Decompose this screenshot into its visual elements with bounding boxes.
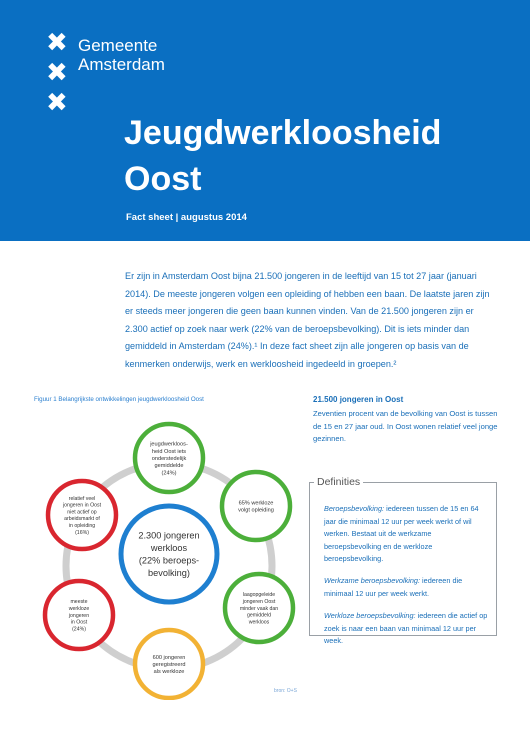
bubble-label: in opleiding <box>68 523 96 529</box>
bubble-label: (24%) <box>161 470 177 477</box>
page-title <box>124 110 441 202</box>
definition-text: iedereen die actief op zoek is naar een baan van minimaal 12 uur per week. <box>324 611 488 646</box>
center-label: bevolking) <box>148 567 190 578</box>
logo-cross-icon: ✖ <box>46 58 68 88</box>
center-label: 2.300 jongeren <box>138 530 200 541</box>
bubble-label: laagopgeleide <box>242 592 276 599</box>
bubble-label: (16%) <box>75 529 89 536</box>
bubble-label: minder vaak dan <box>239 605 279 612</box>
page-subtitle: Fact sheet | augustus 2014 <box>126 212 247 223</box>
bubble-label: jongeren <box>68 612 90 619</box>
organization-name <box>78 36 165 74</box>
definition-term: Werkloze beroepsbevolking: <box>324 611 416 620</box>
definition-item <box>324 610 489 648</box>
bubble-label: jongeren Oost <box>242 599 276 605</box>
bubble-label: heid Oost iets <box>151 448 187 455</box>
definition-term: Beroepsbevolking: <box>324 504 385 513</box>
bubble-label: onderstedelijk <box>151 456 187 462</box>
intro-paragraph: Er zijn in Amsterdam Oost bijna 21.500 jongeren in de leeftijd van 15 tot 27 jaar (januari 2014). De meeste jongeren volgen een opleiding of hebben een baan. De laatste jaren zijn er steeds meer jongeren die geen baan kunnen vinden. Van de 21.500 jongeren zijn er 2.300 actief op zoek naar werk (22% van de beroepsbevolking). Dit is iets minder dan gemiddeld in Amsterdam (24%).¹ In deze fact sheet zijn alle jongeren op basis van de kenmerken onderwijs, werk en werkloosheid ingedeeld in groepen.² <box>125 271 490 369</box>
figure-caption: Figuur 1 Belangrijkste ontwikkelingen jeugdwerkloosheid Oost <box>34 396 204 403</box>
bubble-label: volgt opleiding <box>238 507 274 514</box>
bubble-label: relatief veel <box>68 495 96 502</box>
definition-text: iedereen tussen de 15 en 64 jaar die minimaal 12 uur per week werkt of wil werken. Bestaat uit de werkzame beroepsbevolking en de werkloze beroepsbevolking. <box>324 504 479 564</box>
definition-item <box>324 575 489 600</box>
bubble-label: in Oost <box>70 619 88 626</box>
header-banner <box>0 0 530 241</box>
bubble-label: jongeren in Oost <box>62 502 102 509</box>
bubble-label: als werkloze <box>153 669 185 676</box>
title-line-2: Oost <box>124 160 202 198</box>
bubble-label: jeugdwerkloos- <box>150 441 188 448</box>
definition-term: Werkzame beroepsbevolking: <box>324 576 420 585</box>
bubble-label: 600 jongeren <box>152 654 186 661</box>
bubble-label: gemiddeld <box>247 612 271 619</box>
figure-source: bron: O+S <box>274 688 297 694</box>
bubble-label: werkloze <box>68 606 90 612</box>
sidebar-heading: 21.500 jongeren in Oost <box>313 395 404 404</box>
org-line-2: Amsterdam <box>78 55 165 74</box>
center-circle <box>121 506 217 602</box>
logo-cross-icon: ✖ <box>46 28 68 58</box>
bubble-label: geregistreerd <box>152 662 186 668</box>
bubble-label: (24%) <box>72 626 86 633</box>
definition-text: iedereen die minimaal 12 uur per week werkt. <box>324 576 463 598</box>
bubble-label: 65% werkloze <box>238 500 274 507</box>
bubble-label: meeste <box>70 599 88 606</box>
title-line-1: Jeugdwerkloosheid <box>124 114 442 152</box>
logo-cross-icon: ✖ <box>46 88 68 118</box>
bubble-label: gemiddelde <box>154 463 184 470</box>
cycle-diagram <box>34 408 304 700</box>
definition-item <box>324 503 489 566</box>
org-line-1: Gemeente <box>78 36 158 55</box>
center-label: werkloos <box>150 542 188 553</box>
center-label: (22% beroeps- <box>138 555 200 566</box>
bubble-label: arbeidsmarkt of <box>64 516 100 523</box>
sidebar-body: Zeventien procent van de bevolking van Oost is tussen de 15 en 27 jaar oud. In Oost wonen relatief veel jonge gezinnen. <box>313 409 498 443</box>
bubble-label: niet actief op <box>67 509 97 516</box>
bubble-label: werkloos <box>248 619 270 626</box>
definitions-title: Definities <box>314 476 363 488</box>
